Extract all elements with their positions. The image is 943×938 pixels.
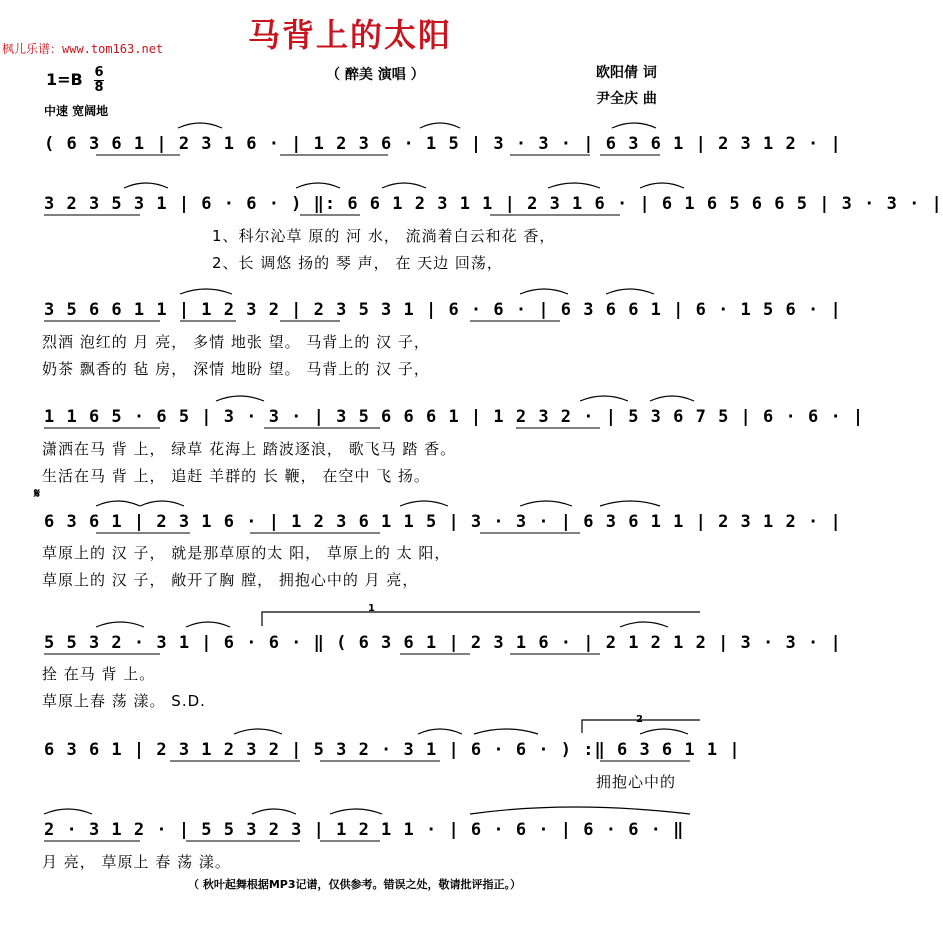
- slur-mark: [600, 501, 660, 506]
- singer-line: （ 醉美 演唱 ）: [326, 67, 425, 83]
- notation-row-8: 2 · 3 1 2 · | 5 5 3 2 3 | 1 2 1 1 · | 6 · 6 · | 6 · 6 · ‖: [44, 820, 685, 840]
- slur-mark: [580, 396, 628, 401]
- slur-mark: [418, 729, 462, 734]
- notation-row-1: ( 6 3 6 1 | 2 3 1 6 · | 1 2 3 6 · 1 5 | 3 · 3 · | 6 3 6 1 | 2 3 1 2 · |: [44, 134, 842, 154]
- notation-row-6: 5 5 3 2 · 3 1 | 6 · 6 · ‖ ( 6 3 6 1 | 2 3 1 6 · | 2 1 2 1 2 | 3 · 3 · |: [44, 633, 842, 653]
- slur-mark: [420, 123, 460, 128]
- slur-mark: [186, 622, 230, 627]
- slur-mark: [44, 809, 92, 814]
- volta-2-bracket: [582, 720, 700, 733]
- slur-mark: [612, 123, 656, 128]
- lyric-row-2-verse-2: 2、长 调悠 扬的 琴 声， 在 天边 回荡，: [212, 254, 503, 272]
- slur-mark: [620, 622, 668, 627]
- notation-row-3: 3 5 6 6 1 1 | 1 2 3 2 | 2 3 5 3 1 | 6 · 6 · | 6 3 6 6 1 | 6 · 1 5 6 · |: [44, 300, 842, 320]
- song-title: 马背上的太阳: [248, 16, 453, 54]
- slur-mark: [548, 183, 600, 188]
- site-label: 枫儿乐谱：www.tom163.net: [2, 42, 164, 56]
- key-signature: 1=B: [46, 70, 83, 89]
- slur-mark: [606, 289, 654, 294]
- slur-mark: [140, 501, 184, 506]
- slur-mark: [216, 396, 264, 401]
- lyric-row-8: 月 亮， 草原上 春 荡 漾。: [42, 853, 231, 871]
- slur-mark: [382, 183, 426, 188]
- notation-row-5: 6 3 6 1 | 2 3 1 6 · | 1 2 3 6 1 1 5 | 3 · 3 · | 6 3 6 1 1 | 2 3 1 2 · |: [44, 512, 842, 532]
- slur-mark: [520, 501, 572, 506]
- slur-mark: [180, 289, 232, 294]
- slur-mark: [96, 622, 144, 627]
- lyric-row-5-verse-2: 草原上的 汉 子， 敞开了胸 膛， 拥抱心中的 月 亮，: [42, 571, 419, 589]
- slur-mark: [470, 807, 690, 814]
- slur-mark: [296, 183, 340, 188]
- notation-row-7: 6 3 6 1 | 2 3 1 2 3 2 | 5 3 2 · 3 1 | 6 · 6 · ) :‖ 6 3 6 1 1 |: [44, 740, 741, 760]
- volta-1-number: 1: [368, 603, 375, 614]
- segno-sign: 𝄋: [34, 486, 41, 502]
- notation-row-4: 1 1 6 5 · 6 5 | 3 · 3 · | 3 5 6 6 6 1 | 1 2 3 2 · | 5 3 6 7 5 | 6 · 6 · |: [44, 407, 865, 427]
- meter-top: 6: [94, 65, 104, 80]
- tempo-marking: 中速 宽阔地: [44, 104, 109, 118]
- slur-mark: [178, 123, 222, 128]
- notation-row-2: 3 2 3 5 3 1 | 6 · 6 · ) ‖: 6 6 1 2 3 1 1 | 2 3 1 6 · | 6 1 6 5 6 6 5 | 3 · 3 · |: [44, 194, 943, 214]
- lyric-row-7: 拥抱心中的: [596, 773, 677, 791]
- slur-mark: [400, 501, 448, 506]
- slur-mark: [520, 289, 568, 294]
- slur-mark: [124, 183, 168, 188]
- slur-mark: [640, 183, 684, 188]
- slur-mark: [474, 729, 538, 734]
- volta-1-bracket: [262, 612, 700, 626]
- lyric-row-3-verse-2: 奶茶 飘香的 毡 房， 深情 地盼 望。 马背上的 汉 子，: [42, 360, 430, 378]
- composer-credit: 尹全庆 曲: [596, 91, 657, 107]
- slur-mark: [640, 729, 688, 734]
- slur-mark: [234, 729, 282, 734]
- volta-2-number: 2: [636, 714, 643, 725]
- lyric-row-2-verse-1: 1、科尔沁草 原的 河 水， 流淌着白云和花 香，: [212, 227, 556, 245]
- slur-mark: [252, 809, 296, 814]
- lyric-row-6-verse-2: 草原上春 荡 漾。 S.D.: [42, 692, 206, 710]
- meter-bottom: 8: [94, 80, 104, 95]
- slur-mark: [650, 396, 694, 401]
- lyric-row-5-verse-1: 草原上的 汉 子， 就是那草原的太 阳， 草原上的 太 阳，: [42, 544, 451, 562]
- slur-mark: [96, 501, 140, 506]
- lyric-row-4-verse-1: 潇洒在马 背 上， 绿草 花海上 踏波逐浪， 歌飞马 踏 香。: [42, 440, 457, 458]
- lyric-row-6-verse-1: 拴 在马 背 上。: [42, 665, 156, 683]
- footer-note: （ 秋叶起舞根据MP3记谱，仅供参考。错误之处，敬请批评指正。）: [188, 878, 521, 891]
- lyric-row-4-verse-2: 生活在马 背 上， 追赶 羊群的 长 鞭， 在空中 飞 扬。: [42, 467, 430, 485]
- lyricist-credit: 欧阳倩 词: [596, 65, 657, 81]
- lyric-row-3-verse-1: 烈酒 泡红的 月 亮， 多情 地张 望。 马背上的 汉 子，: [42, 333, 430, 351]
- slur-mark: [330, 809, 382, 814]
